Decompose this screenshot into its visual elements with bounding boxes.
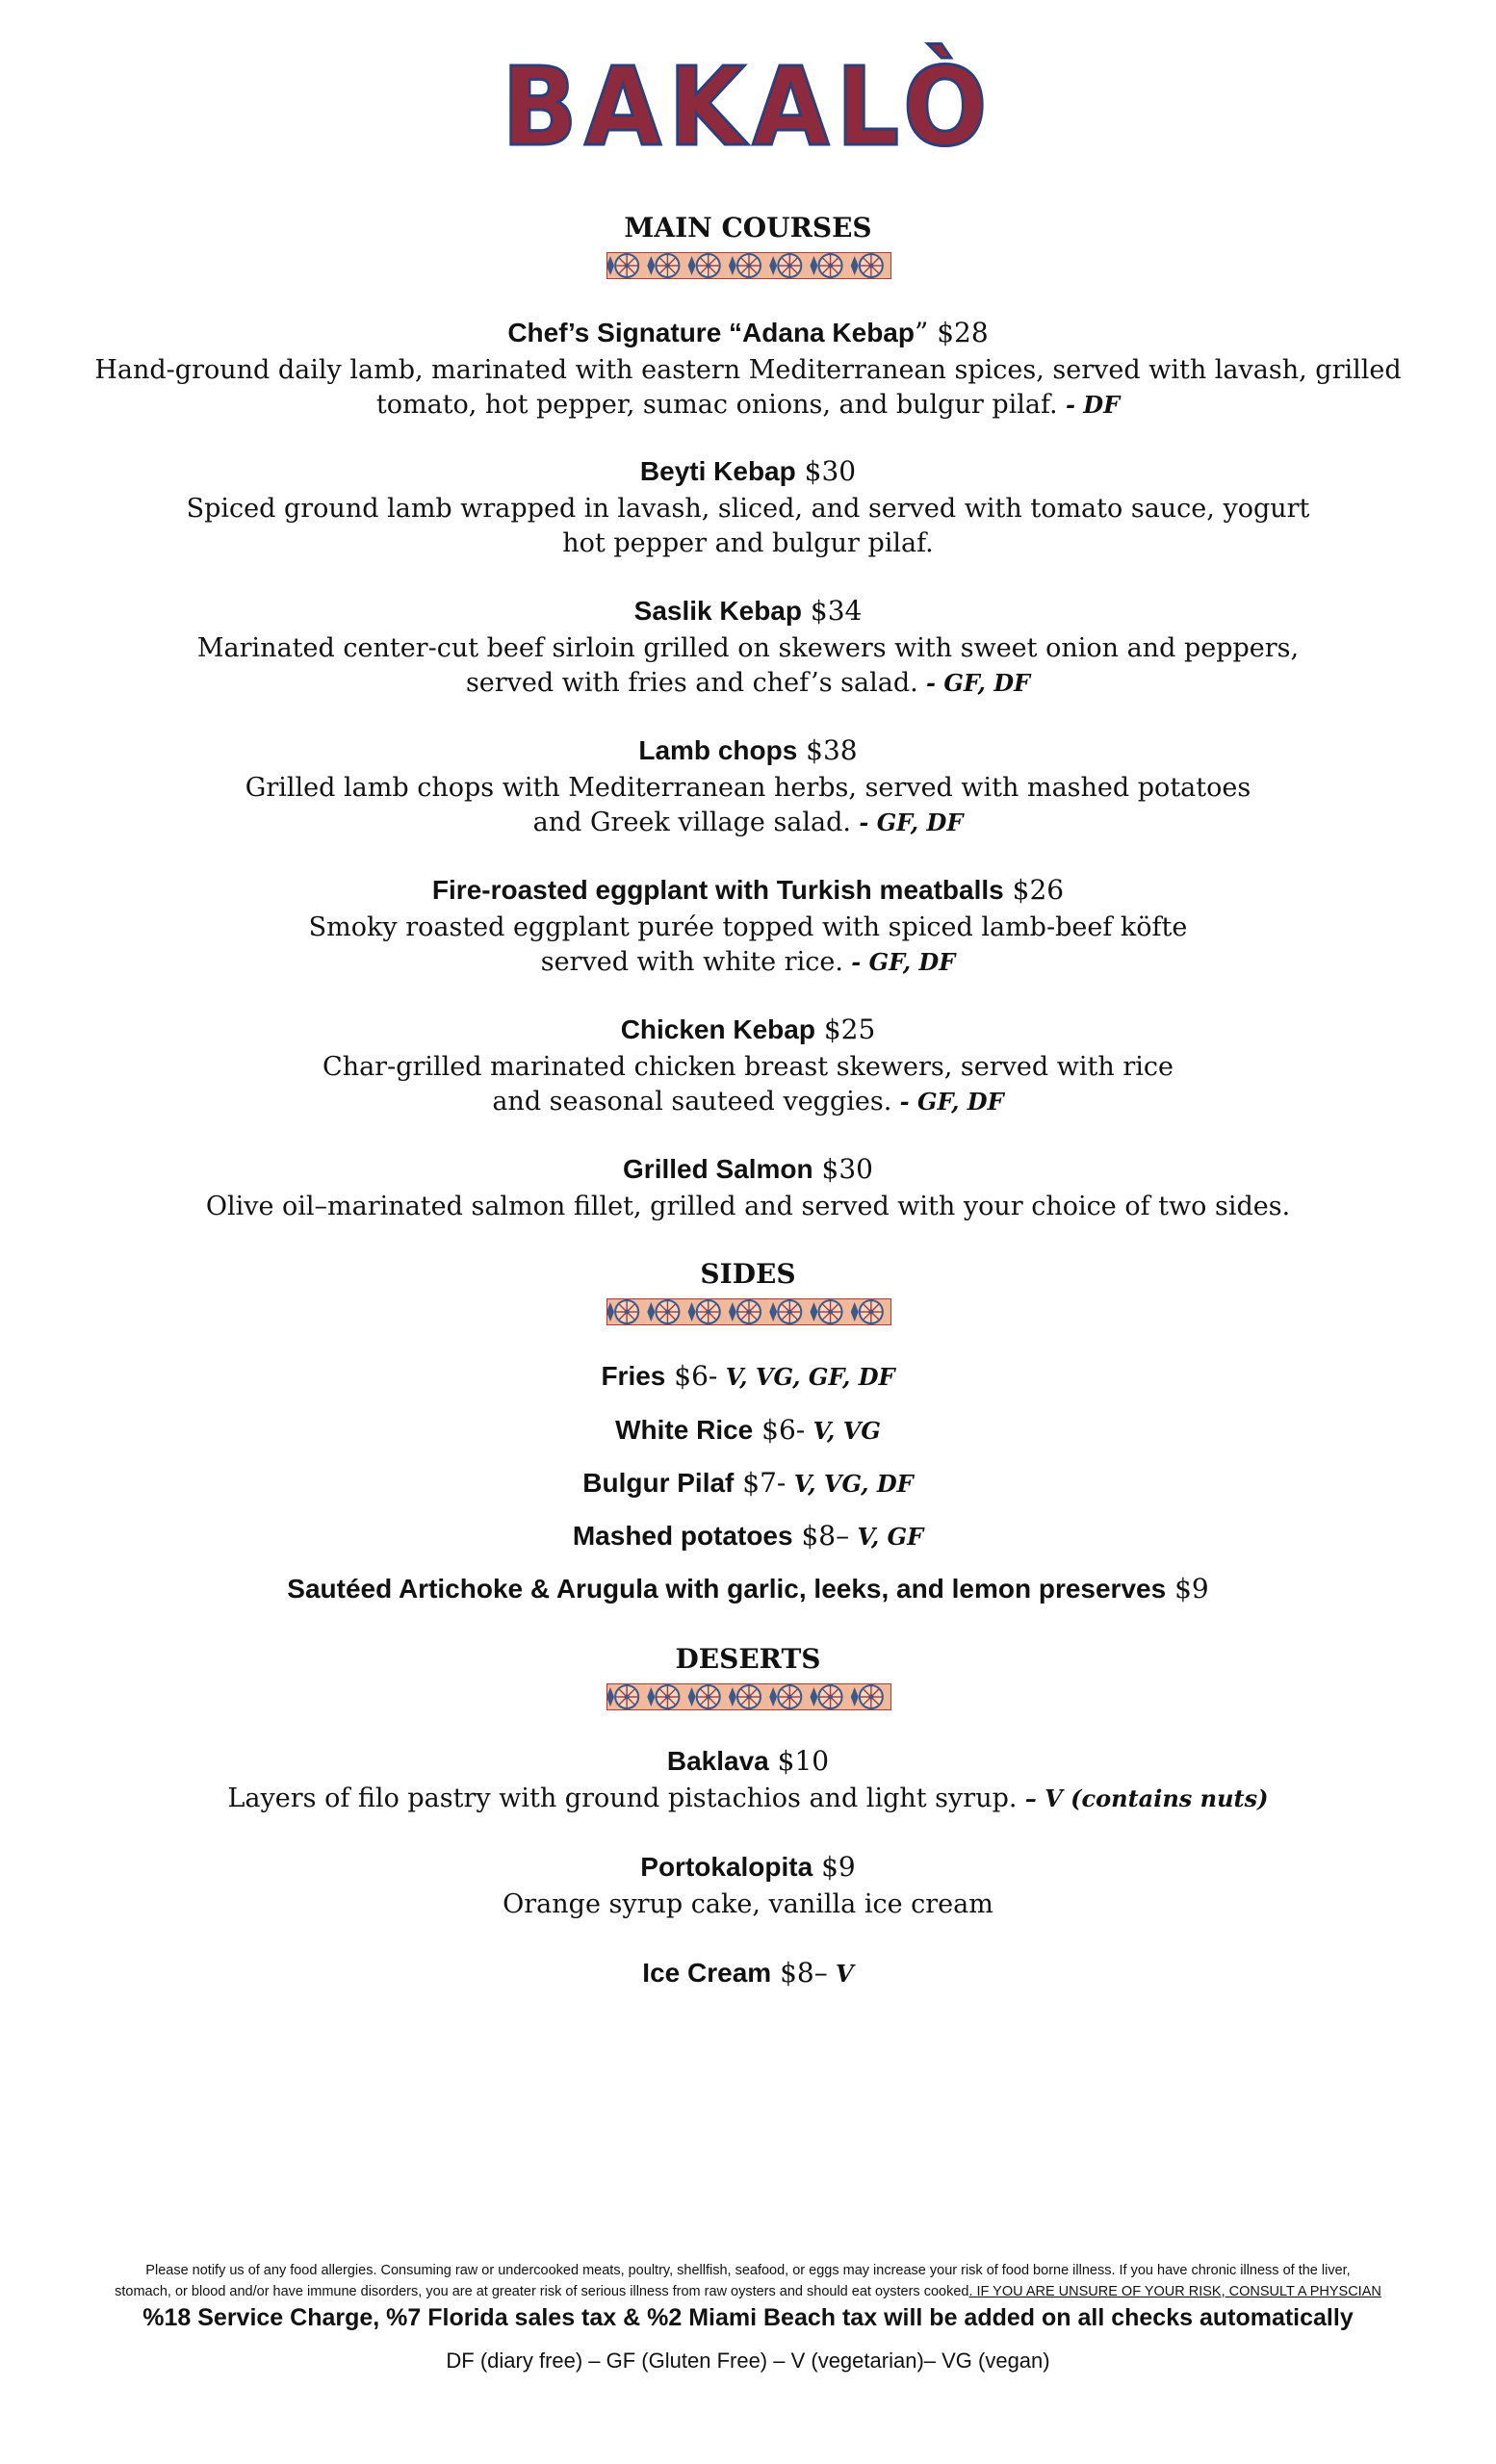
item-description: Hand-ground daily lamb, marinated with eastern Mediterranean spices, served with lavash, grilled [94,355,1402,385]
ornament-tile [851,1683,891,1710]
diet-tag: V [827,1960,854,1988]
item-description-cont: tomato, hot pepper, sumac onions, and bulgur pilaf. [375,390,1058,420]
item-price: $6- [665,1360,718,1392]
ornament-tile [647,1683,687,1710]
item-price: $30 [795,455,857,487]
desert-item-portokalopita [0,1848,1496,1922]
ornament-tile [729,1683,769,1710]
item-name: Chicken Kebap [620,1014,815,1044]
diet-tag: V, VG, GF, DF [717,1363,895,1391]
menu-item-lamb-chops [0,732,1496,840]
menu-item-beyti-kebap [0,452,1496,561]
menu-item-saslik-kebap [0,592,1496,701]
item-description: Char-grilled marinated chicken breast skewers, served with rice [322,1052,1174,1082]
ornament-tile [729,1298,769,1325]
item-description: Marinated center-cut beef sirloin grilled on skewers with sweet onion and peppers, [196,633,1300,663]
side-item-artichoke-arugula [0,1570,1496,1609]
item-description: Grilled lamb chops with Mediterranean herbs, served with mashed potatoes [245,773,1251,803]
ornament-divider-sides [606,1295,891,1329]
diet-tag: – V (contains nuts) [1017,1784,1269,1812]
diet-tag: - DF [1057,391,1121,419]
item-description: Orange syrup cake, vanilla ice cream [503,1889,993,1919]
item-name: Chef’s Signature “Adana Kebap [507,318,915,347]
ornament-tile [688,1298,729,1325]
item-name: Saslik Kebap [633,596,802,626]
section-title-main-courses: MAIN COURSES [624,212,872,244]
item-price: ” $28 [914,317,989,348]
diet-tag: V, GF [849,1523,924,1551]
ornament-tile [769,1683,810,1710]
diet-tag: V, VG [805,1417,881,1445]
item-price: $10 [768,1745,830,1777]
ornament-tile [647,252,687,279]
diet-tag: - GF, DF [851,808,964,836]
item-name: Lamb chops [638,735,798,765]
ornament-tile [729,252,769,279]
menu-item-chicken-kebap [0,1011,1496,1119]
item-price: $30 [812,1153,873,1185]
item-price: $26 [1003,874,1065,906]
item-description-cont: and Greek village salad. [532,808,852,837]
allergy-notice-line1: Please notify us of any food allergies. Consuming raw or undercooked meats, poultry, shellfish, seafood, or eggs may increase your risk of food borne illness. If you have chronic illness of the liver, [145,2263,1351,2278]
item-name: White Rice [615,1415,754,1445]
side-item-mashed-potatoes [0,1517,1496,1556]
item-price: $38 [797,734,858,766]
menu-item-grilled-salmon [0,1150,1496,1224]
item-price: $25 [814,1014,876,1045]
ornament-tile [606,252,647,279]
logo-text: BAKALÒ [502,45,994,170]
item-price: $7- [734,1467,787,1499]
item-price: $9 [1166,1573,1209,1604]
desert-item-ice-cream [0,1954,1496,1993]
side-item-fries [0,1357,1496,1397]
ornament-tile [851,1298,891,1325]
section-title-sides: SIDES [700,1258,796,1290]
ornament-tile [769,252,810,279]
item-description: Olive oil–marinated salmon fillet, grilled and served with your choice of two sides. [205,1192,1291,1221]
ornament-divider-main [606,248,891,283]
diet-tag: - GF, DF [917,669,1031,697]
diet-tag: V, VG, DF [786,1470,914,1498]
ornament-tile [606,1298,647,1325]
service-charge-notice: %18 Service Charge, %7 Florida sales tax & %2 Miami Beach tax will be added on all checks automatically [142,2304,1354,2331]
ornament-tile [688,252,729,279]
item-name: Grilled Salmon [623,1154,813,1184]
item-price: $8– [792,1520,850,1552]
item-name: Mashed potatoes [572,1521,793,1551]
allergy-notice-line2: stomach, or blood and/or have immune disorders, you are at greater risk of serious illness from raw oysters and should eat oysters cooked [115,2284,969,2299]
menu-item-eggplant-meatballs [0,871,1496,980]
item-description: Smoky roasted eggplant purée topped with spiced lamb-beef köfte [308,912,1188,942]
side-item-white-rice [0,1411,1496,1450]
diet-tag: - GF, DF [891,1088,1004,1116]
item-price: $8– [771,1957,828,1989]
item-name: Fire-roasted eggplant with Turkish meatballs [431,875,1004,905]
ornament-tile [606,1683,647,1710]
ornament-tile [810,252,850,279]
item-description-cont: hot pepper and bulgur pilaf. [562,528,934,558]
ornament-tile [688,1683,729,1710]
item-description-cont: served with white rice. [540,947,843,977]
side-item-bulgur-pilaf [0,1464,1496,1503]
item-name: Sautéed Artichoke & Arugula with garlic, leeks, and lemon preserves [287,1574,1167,1604]
diet-tag: - GF, DF [842,948,956,976]
section-title-deserts: DESERTS [675,1643,821,1675]
ornament-tile [769,1298,810,1325]
item-price: $6- [753,1414,806,1446]
ornament-divider-deserts [606,1680,891,1714]
item-description: Layers of filo pastry with ground pistachios and light syrup. [227,1784,1018,1813]
restaurant-logo [0,45,1496,170]
item-name: Ice Cream [642,1958,772,1988]
desert-item-baklava [0,1742,1496,1816]
item-name: Bulgur Pilaf [582,1468,735,1498]
item-description-cont: served with fries and chef’s salad. [465,668,918,698]
item-price: $34 [801,595,863,627]
menu-item-adana-kebap [0,314,1496,423]
item-name: Baklava [666,1746,769,1776]
allergy-notice-warning: . IF YOU ARE UNSURE OF YOUR RISK, CONSULT A PHYSCIAN [968,2284,1381,2299]
ornament-tile [810,1683,850,1710]
allergy-notice [48,2260,1448,2302]
item-name: Fries [601,1361,666,1391]
ornament-tile [851,252,891,279]
item-name: Beyti Kebap [639,456,796,486]
item-description-cont: and seasonal sauteed veggies. [492,1087,892,1116]
ornament-tile [647,1298,687,1325]
item-price: $9 [812,1851,856,1883]
item-name: Portokalopita [640,1852,813,1882]
ornament-tile [810,1298,850,1325]
diet-legend: DF (diary free) – GF (Gluten Free) – V (vegetarian)– VG (vegan) [446,2348,1050,2373]
item-description: Spiced ground lamb wrapped in lavash, sliced, and served with tomato sauce, yogurt [186,494,1310,524]
